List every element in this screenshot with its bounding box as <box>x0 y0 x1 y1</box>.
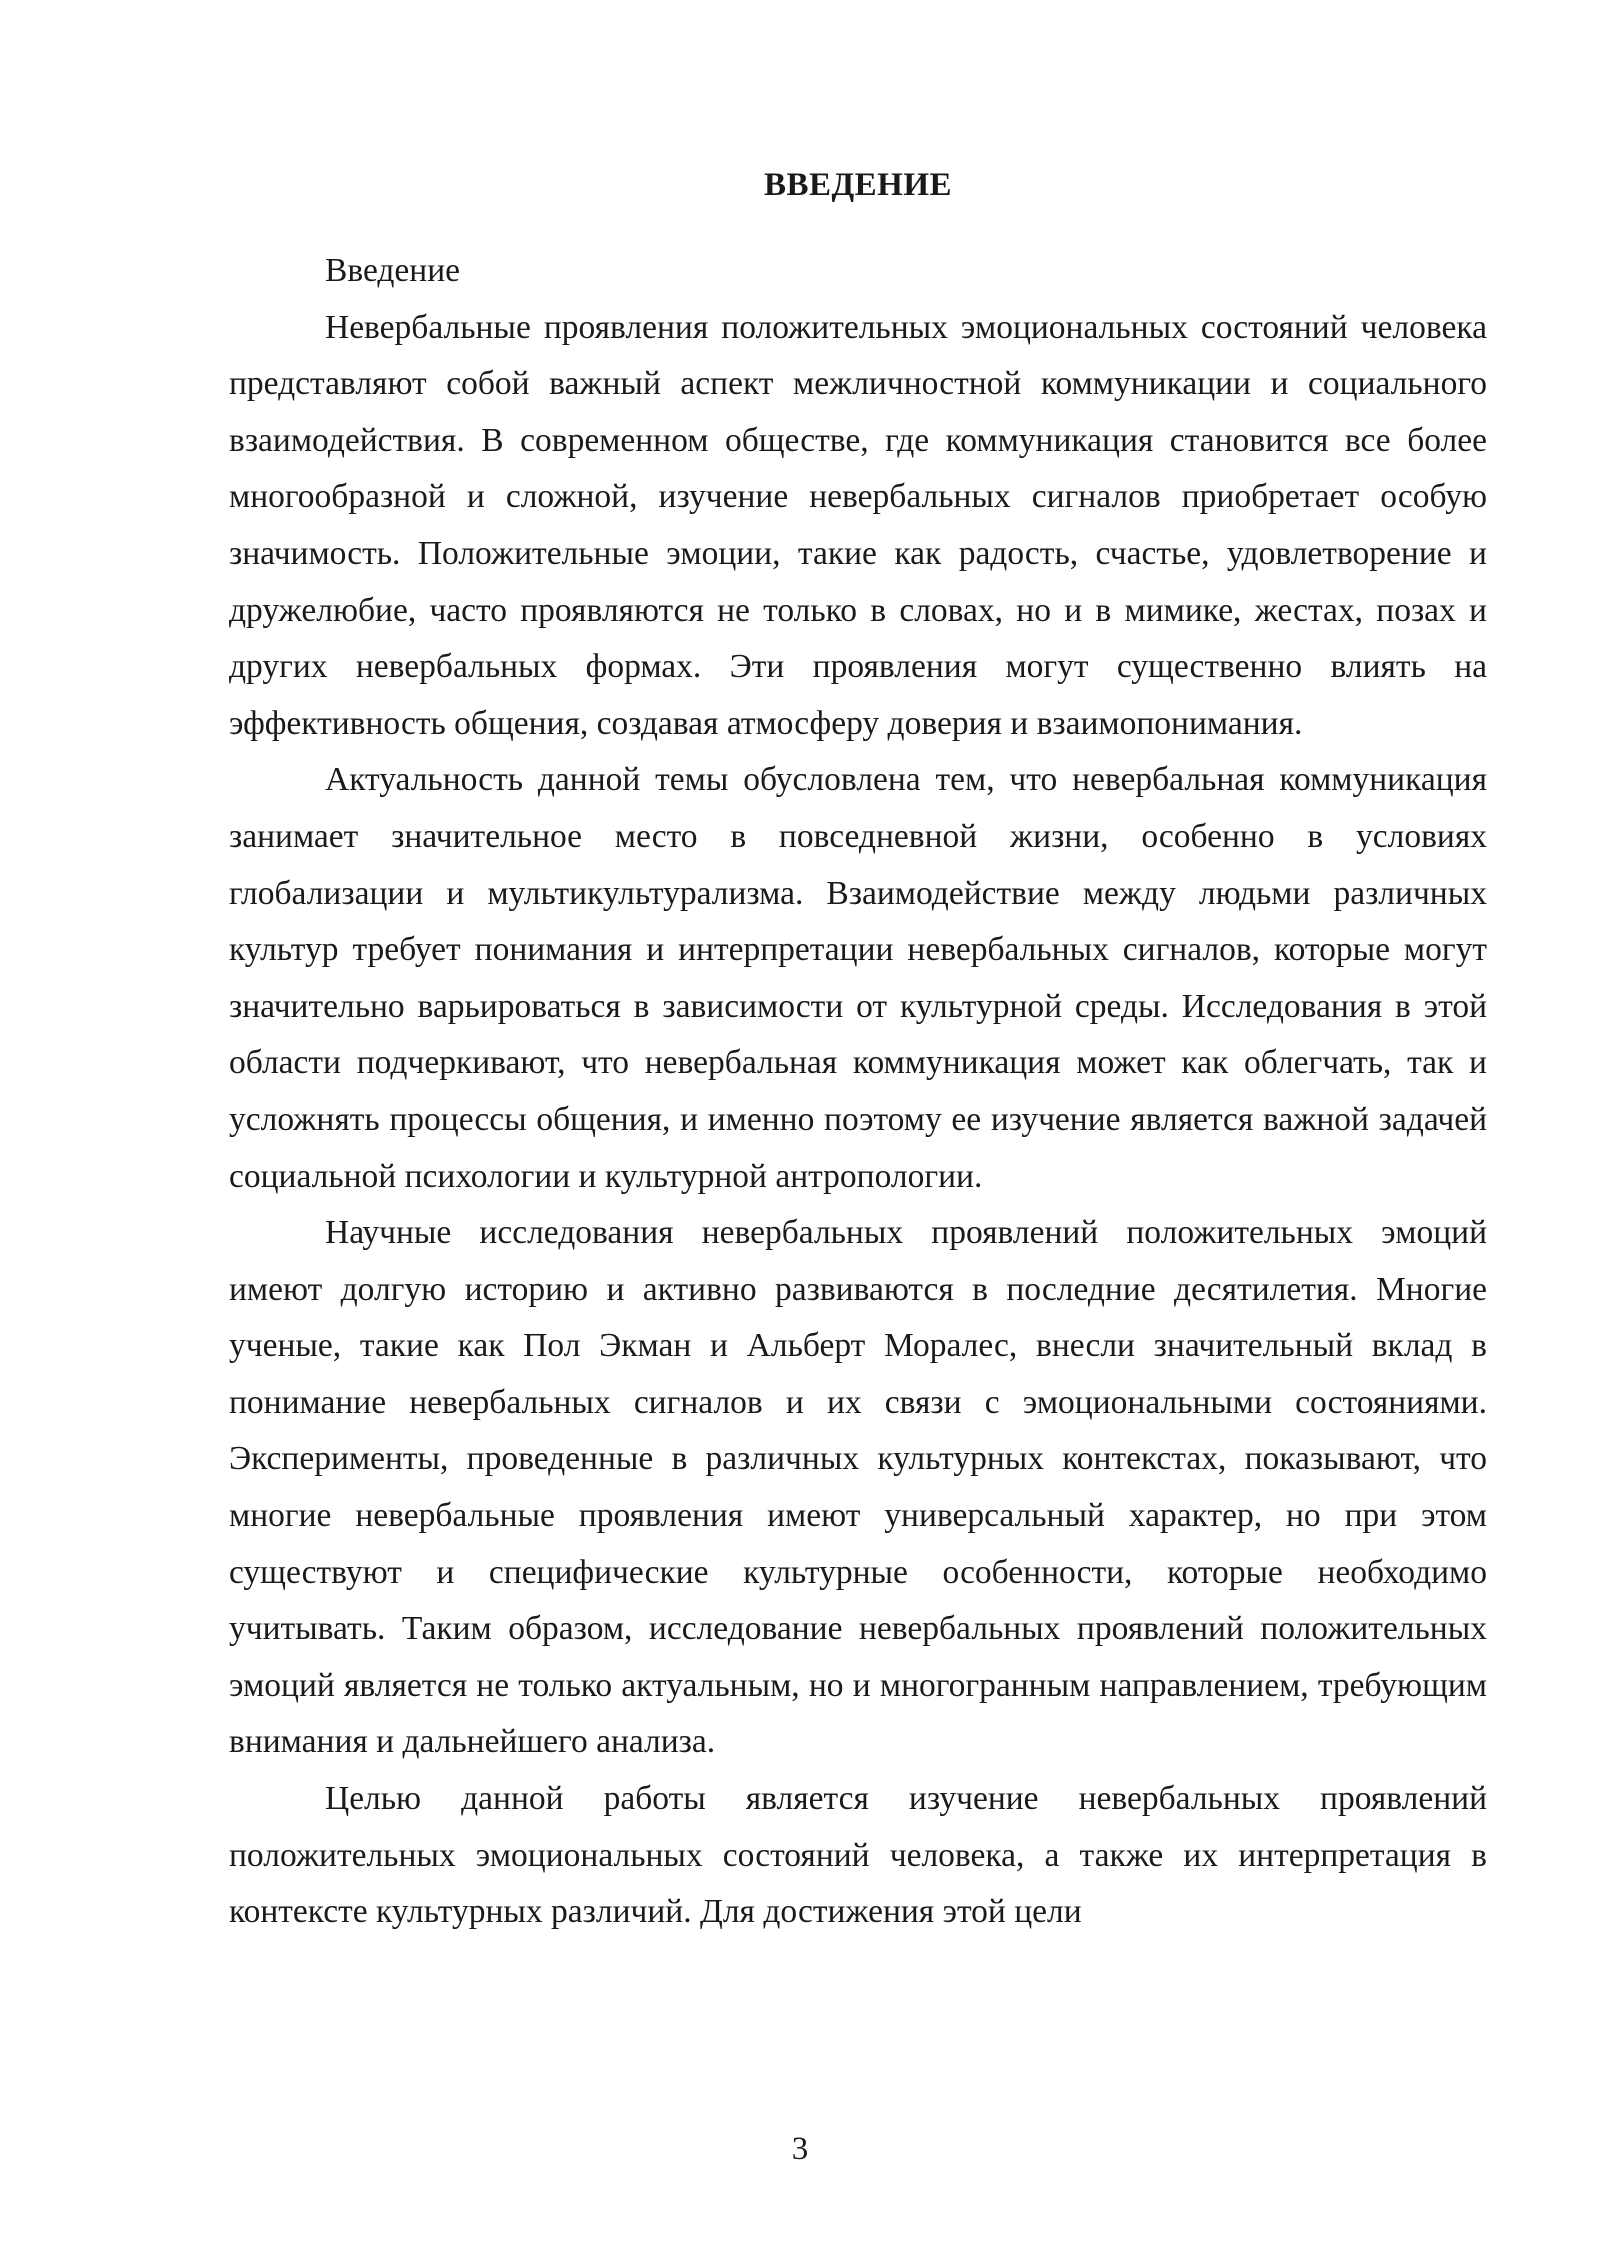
document-page <box>229 160 1487 1941</box>
body-text <box>229 243 1487 1941</box>
paragraph: Невербальные проявления положительных эмоциональных состояний человека представляют собой важный аспект межличностной коммуникации и социального взаимодействия. В современном обществе, где коммуникация становится все более многообразной и сложной, изучение невербальных сигналов приобретает особую значимость. Положительные эмоции, такие как радость, счастье, удовлетворение и дружелюбие, часто проявляются не только в словах, но и в мимике, жестах, позах и других невербальных формах. Эти проявления могут существенно влиять на эффективность общения, создавая атмосферу доверия и взаимопонимания. <box>229 308 1487 742</box>
section-heading: ВВЕДЕНИЕ <box>763 167 953 203</box>
paragraph: Введение <box>325 252 461 289</box>
paragraph: Целью данной работы является изучение невербальных проявлений положительных эмоциональных состояний человека, а также их интерпретация в контексте культурных различий. Для достижения этой цели <box>229 1780 1487 1931</box>
paragraph: Актуальность данной темы обусловлена тем, что невербальная коммуникация занимает значительное место в повседневной жизни, особенно в условиях глобализации и мультикультурализма. Взаимодействие между людьми различных культур требует понимания и интерпретации невербальных сигналов, которые могут значительно варьироваться в зависимости от культурной среды. Исследования в этой области подчеркивают, что невербальная коммуникация может как облегчать, так и усложнять процессы общения, и именно поэтому ее изучение является важной задачей социальной психологии и культурной антропологии. <box>229 761 1487 1195</box>
paragraph: Научные исследования невербальных проявлений положительных эмоций имеют долгую историю и активно развиваются в последние десятилетия. Многие ученые, такие как Пол Экман и Альберт Моралес, внесли значительный вклад в понимание невербальных сигналов и их связи с эмоциональными состояниями. Эксперименты, проведенные в различных культурных контекстах, показывают, что многие невербальные проявления имеют универсальный характер, но при этом существуют и специфические культурные особенности, которые необходимо учитывать. Таким образом, исследование невербальных проявлений положительных эмоций является не только актуальным, но и многогранным направлением, требующим внимания и дальнейшего анализа. <box>229 1214 1487 1761</box>
page-number: 3 <box>791 2131 809 2167</box>
